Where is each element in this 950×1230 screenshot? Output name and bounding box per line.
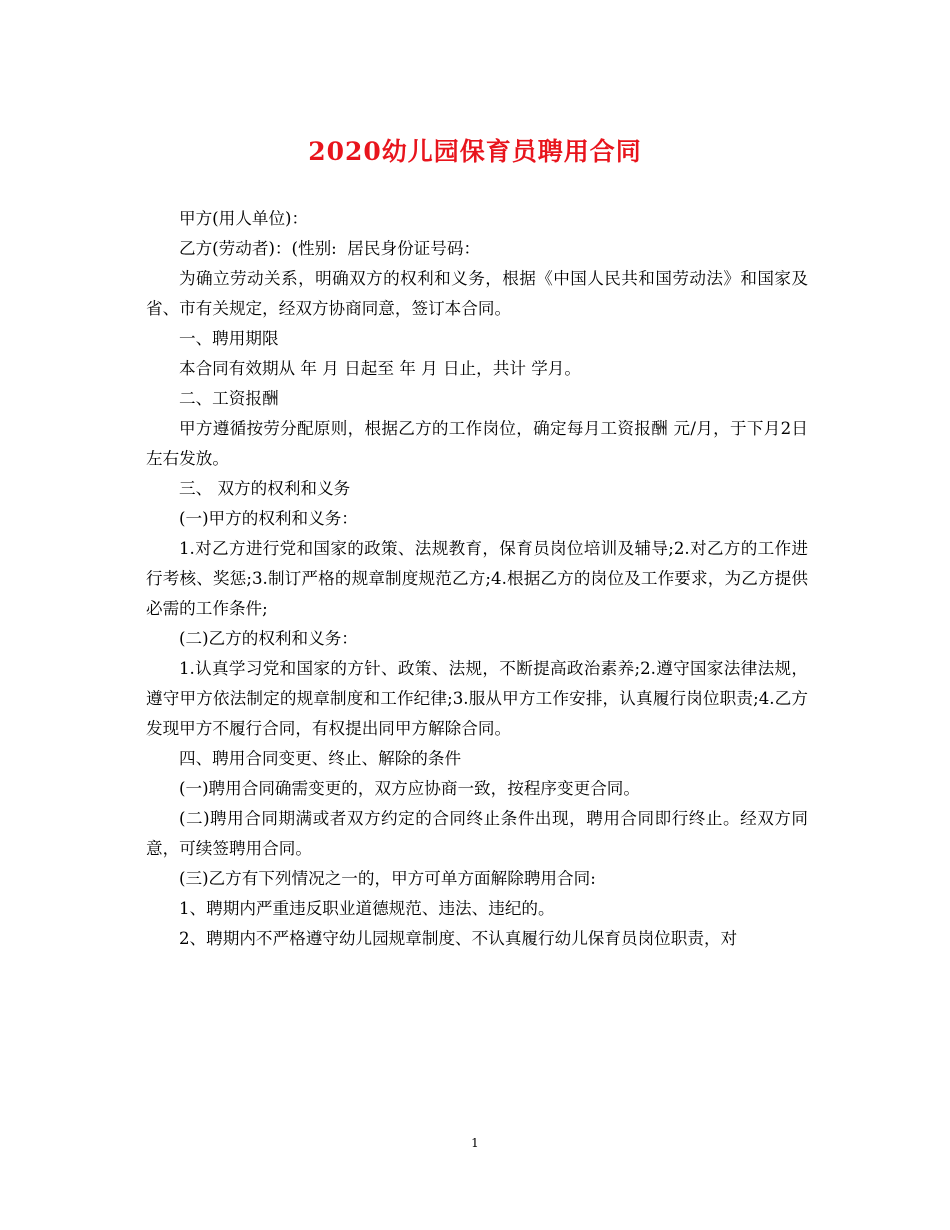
paragraph-preamble: 为确立劳动关系，明确双方的权利和义务，根据《中国人民共和国劳动法》和国家及省、市有关规定，经双方协商同意，签订本合同。 [146, 269, 808, 318]
paragraph-change: (一)聘用合同确需变更的，双方应协商一致，按程序变更合同。 [179, 779, 640, 798]
section-heading-salary: 二、工资报酬 [179, 389, 279, 408]
paragraph-party-b: 乙方(劳动者)：(性别: 居民身份证号码： [179, 239, 481, 258]
subheading-party-b-rights: (二)乙方的权利和义务： [179, 629, 358, 648]
paragraph-salary: 甲方遵循按劳分配原则，根据乙方的工作岗位，确定每月工资报酬 元/月，于下月2日左右发放。 [146, 419, 808, 468]
list-item-condition-1: 1、聘期内严重违反职业道德规范、违法、违纪的。 [179, 899, 555, 918]
document-body [146, 204, 808, 954]
paragraph-party-a: 甲方(用人单位)： [179, 209, 309, 228]
paragraph-party-b-rights: 1.认真学习党和国家的方针、政策、法规，不断提高政治素养;2.遵守国家法律法规，遵守甲方依法制定的规章制度和工作纪律;3.服从甲方工作安排，认真履行岗位职责;4.乙方发现甲方不履行合同，有权提出同甲方解除合同。 [146, 659, 808, 738]
section-heading-rights: 三、 双方的权利和义务 [179, 479, 351, 498]
paragraph-termination: (二)聘用合同期满或者双方约定的合同终止条件出现，聘用合同即行终止。经双方同意，可续签聘用合同。 [146, 809, 808, 858]
section-heading-changes: 四、聘用合同变更、终止、解除的条件 [179, 749, 462, 768]
list-item-condition-2: 2、聘期内不严格遵守幼儿园规章制度、不认真履行幼儿保育员岗位职责，对 [179, 929, 738, 948]
page-number: 1 [471, 1136, 479, 1150]
paragraph-term: 本合同有效期从 年 月 日起至 年 月 日止，共计 学月。 [179, 359, 581, 378]
paragraph-party-a-rights: 1.对乙方进行党和国家的政策、法规教育，保育员岗位培训及辅导;2.对乙方的工作进行考核、奖惩;3.制订严格的规章制度规范乙方;4.根据乙方的岗位及工作要求，为乙方提供必需的工作条件; [146, 539, 808, 618]
subheading-party-a-rights: (一)甲方的权利和义务： [179, 509, 358, 528]
document-title: 2020幼儿园保育员聘用合同 [308, 137, 642, 166]
paragraph-dismissal-conditions: (三)乙方有下列情况之一的，甲方可单方面解除聘用合同: [179, 869, 596, 888]
section-heading-term: 一、聘用期限 [179, 329, 279, 348]
